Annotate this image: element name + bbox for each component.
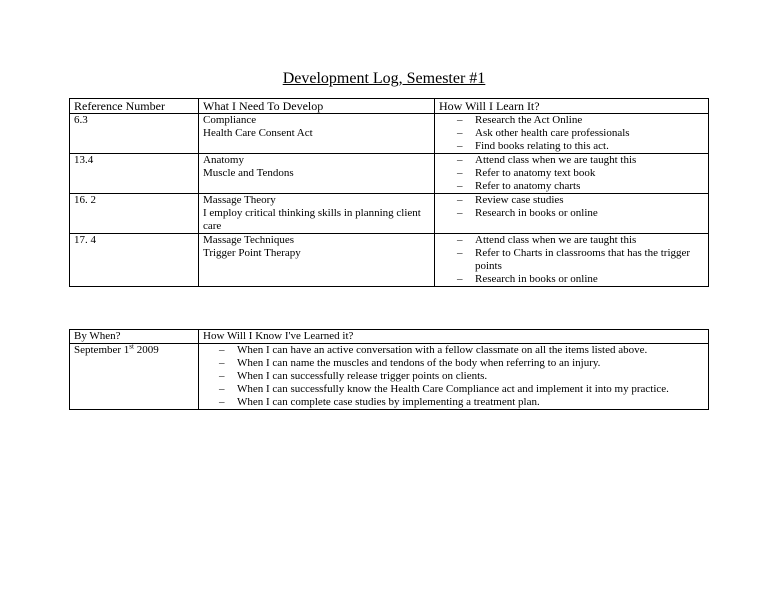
develop-cell xyxy=(199,234,435,287)
list-item: – Review case studies xyxy=(439,194,704,207)
reference-cell: 6.3 xyxy=(70,114,199,154)
list-item: – Research in books or online xyxy=(439,207,704,220)
list-item: – When I can complete case studies by implementing a treatment plan. xyxy=(203,396,704,409)
list-item: – Refer to anatomy charts xyxy=(439,180,704,193)
list-item: – When I can have an active conversation with a fellow classmate on all the items listed above. xyxy=(203,344,704,357)
list-item: – When I can successfully know the Health Care Compliance act and implement it into my practice. xyxy=(203,383,704,396)
list-item: – Refer to Charts in classrooms that has the trigger points xyxy=(439,247,704,273)
table-row xyxy=(70,154,709,194)
develop-detail: Health Care Consent Act xyxy=(203,127,313,139)
table-row xyxy=(70,234,709,287)
develop-detail: Muscle and Tendons xyxy=(203,167,294,179)
learn-cell xyxy=(435,234,709,287)
header-what-to-develop: What I Need To Develop xyxy=(199,99,435,114)
table-row xyxy=(70,194,709,234)
target-date-cell xyxy=(70,344,199,410)
develop-topic: Massage Techniques xyxy=(203,234,294,246)
list-item: – Research the Act Online xyxy=(439,114,704,127)
develop-detail: Trigger Point Therapy xyxy=(203,247,301,259)
table-header-row xyxy=(70,330,709,344)
criteria-cell xyxy=(199,344,709,410)
list-item: – Find books relating to this act. xyxy=(439,140,704,153)
reference-cell: 17. 4 xyxy=(70,234,199,287)
list-item: – When I can name the muscles and tendons of the body when referring to an injury. xyxy=(203,357,704,370)
list-item: – Attend class when we are taught this xyxy=(439,154,704,167)
target-date: September 1 xyxy=(74,344,130,356)
target-date-ordinal: st xyxy=(129,342,134,351)
list-item: – When I can successfully release trigger points on clients. xyxy=(203,370,704,383)
table-row xyxy=(70,114,709,154)
table-header-row xyxy=(70,99,709,114)
learning-goal-table xyxy=(69,329,709,410)
learn-cell xyxy=(435,154,709,194)
header-how-to-learn: How Will I Learn It? xyxy=(435,99,709,114)
table-row xyxy=(70,344,709,410)
reference-cell: 16. 2 xyxy=(70,194,199,234)
list-item: – Research in books or online xyxy=(439,273,704,286)
target-date-year: 2009 xyxy=(133,344,159,356)
header-reference-number: Reference Number xyxy=(70,99,199,114)
list-item: – Refer to anatomy text book xyxy=(439,167,704,180)
develop-cell xyxy=(199,154,435,194)
develop-cell xyxy=(199,114,435,154)
list-item: – Attend class when we are taught this xyxy=(439,234,704,247)
reference-cell: 13.4 xyxy=(70,154,199,194)
develop-topic: Anatomy xyxy=(203,154,244,166)
development-plan-table xyxy=(69,98,709,287)
list-item: – Ask other health care professionals xyxy=(439,127,704,140)
header-by-when: By When? xyxy=(70,330,199,344)
page-title: Development Log, Semester #1 xyxy=(282,70,486,87)
learn-cell xyxy=(435,194,709,234)
develop-detail: I employ critical thinking skills in planning client care xyxy=(203,207,421,232)
develop-cell xyxy=(199,194,435,234)
learn-cell xyxy=(435,114,709,154)
develop-topic: Massage Theory xyxy=(203,194,276,206)
header-how-will-i-know: How Will I Know I've Learned it? xyxy=(199,330,709,344)
develop-topic: Compliance xyxy=(203,114,257,126)
